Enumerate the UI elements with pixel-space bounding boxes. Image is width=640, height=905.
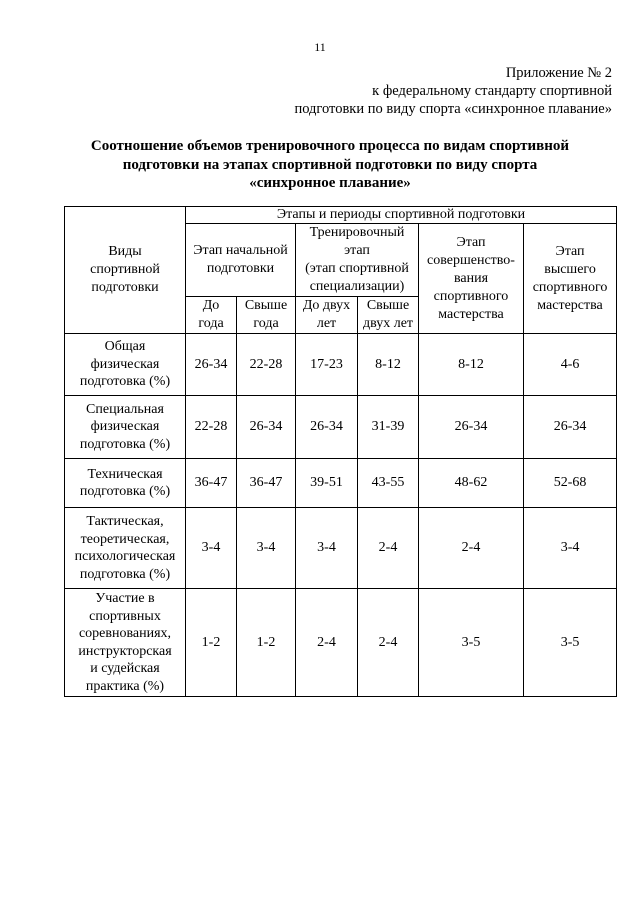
header-text: Свыше <box>244 298 288 313</box>
label-text: практика (%) <box>85 678 165 694</box>
header-text: (этап спортивной <box>305 261 409 276</box>
header-text: Виды <box>108 244 142 259</box>
table-cell: 31-39 <box>358 396 419 459</box>
table-cell: 8-12 <box>358 334 419 396</box>
header-stages: Этапы и периоды спортивной подготовки <box>186 207 617 224</box>
header-text: подготовки <box>91 280 159 295</box>
appendix-line: подготовки по виду спорта «синхронное плавание» <box>294 101 612 117</box>
header-kinds-of-training <box>65 207 186 334</box>
label-text: физическая <box>90 356 160 372</box>
header-text: спортивного <box>532 279 608 295</box>
table-cell: 2-4 <box>358 589 419 697</box>
table-row <box>65 396 617 459</box>
page-number: 11 <box>314 40 326 54</box>
header-text: Свыше <box>366 298 410 313</box>
table-cell: 43-55 <box>358 459 419 508</box>
row-label <box>65 589 186 697</box>
header-text: специализации) <box>309 279 405 294</box>
table-cell: 26-34 <box>296 396 358 459</box>
table-cell: 22-28 <box>186 396 237 459</box>
row-label <box>65 334 186 396</box>
table-cell: 2-4 <box>358 508 419 589</box>
appendix-line: к федеральному стандарту спортивной <box>372 83 612 99</box>
header-over-two-years <box>358 297 419 334</box>
table-row <box>65 508 617 589</box>
table-cell: 3-5 <box>524 589 617 697</box>
label-text: Специальная <box>86 401 164 417</box>
label-text: Тактическая, <box>86 514 164 529</box>
table-row <box>65 589 617 697</box>
label-text: подготовка (%) <box>79 484 171 499</box>
table-cell: 2-4 <box>296 589 358 697</box>
table-cell: 3-4 <box>186 508 237 589</box>
table-cell: 36-47 <box>186 459 237 508</box>
header-text: высшего <box>544 261 596 277</box>
header-text: мастерства <box>438 306 504 322</box>
header-up-to-year <box>186 297 237 334</box>
header-text: До двух <box>302 298 351 313</box>
table-cell: 26-34 <box>419 396 524 459</box>
header-stage-highest <box>524 224 617 334</box>
label-text: подготовка (%) <box>79 374 171 390</box>
table-cell: 17-23 <box>296 334 358 396</box>
table-cell: 2-4 <box>419 508 524 589</box>
header-text: года <box>198 316 224 331</box>
label-text: теоретическая, <box>80 531 170 547</box>
document-title <box>60 137 600 193</box>
label-text: психологическая <box>74 549 176 564</box>
table-cell: 1-2 <box>237 589 296 697</box>
header-stage-initial <box>186 224 296 297</box>
table-cell: 3-4 <box>237 508 296 589</box>
appendix-header <box>294 64 612 118</box>
header-stage-perfection <box>419 224 524 334</box>
table-cell: 26-34 <box>524 396 617 459</box>
header-text: двух лет <box>362 316 414 331</box>
table-cell: 4-6 <box>524 334 617 396</box>
header-over-year <box>237 297 296 334</box>
header-text: этап <box>344 243 370 258</box>
header-text: Этап <box>555 243 585 259</box>
header-text: Тренировочный <box>309 225 405 240</box>
header-text: До <box>202 298 220 313</box>
header-text: Этап <box>456 234 486 250</box>
label-text: физическая <box>90 419 160 435</box>
row-label <box>65 396 186 459</box>
table-cell: 26-34 <box>186 334 237 396</box>
label-text: спортивных <box>89 608 161 624</box>
title-line: «синхронное плавание» <box>249 175 411 191</box>
label-text: и судейская <box>90 661 160 676</box>
table-cell: 3-5 <box>419 589 524 697</box>
label-text: Техническая <box>87 466 163 482</box>
training-ratio-table <box>64 206 617 697</box>
row-label <box>65 459 186 508</box>
table-cell: 39-51 <box>296 459 358 508</box>
table-cell: 36-47 <box>237 459 296 508</box>
table-cell: 1-2 <box>186 589 237 697</box>
table-row <box>65 334 617 396</box>
header-up-to-two-years <box>296 297 358 334</box>
header-text: вания <box>453 270 489 286</box>
table-cell: 22-28 <box>237 334 296 396</box>
label-text: подготовка (%) <box>79 566 171 582</box>
header-text: спортивной <box>90 262 160 277</box>
table-cell: 48-62 <box>419 459 524 508</box>
table-cell: 3-4 <box>296 508 358 589</box>
header-text: Этап начальной <box>193 243 288 258</box>
table-row <box>65 459 617 508</box>
appendix-line: Приложение № 2 <box>505 65 612 81</box>
header-text: мастерства <box>537 297 603 313</box>
label-text: инструкторская <box>78 643 172 659</box>
table-cell: 3-4 <box>524 508 617 589</box>
table-cell: 8-12 <box>419 334 524 396</box>
header-text: лет <box>316 316 337 331</box>
title-line: подготовки на этапах спортивной подготовки по виду спорта <box>122 156 538 173</box>
header-text: совершенство- <box>427 252 515 268</box>
header-text: спортивного <box>433 288 509 304</box>
label-text: Общая <box>104 339 146 355</box>
header-text: подготовки <box>206 261 275 276</box>
label-text: подготовка (%) <box>79 436 171 452</box>
table-cell: 26-34 <box>237 396 296 459</box>
label-text: Участие в <box>95 591 155 606</box>
header-stage-training <box>296 224 419 297</box>
row-label <box>65 508 186 589</box>
table-cell: 52-68 <box>524 459 617 508</box>
header-text: года <box>253 316 279 331</box>
title-line: Соотношение объемов тренировочного процесса по видам спортивной <box>90 138 570 154</box>
label-text: соревнованиях, <box>78 626 172 641</box>
